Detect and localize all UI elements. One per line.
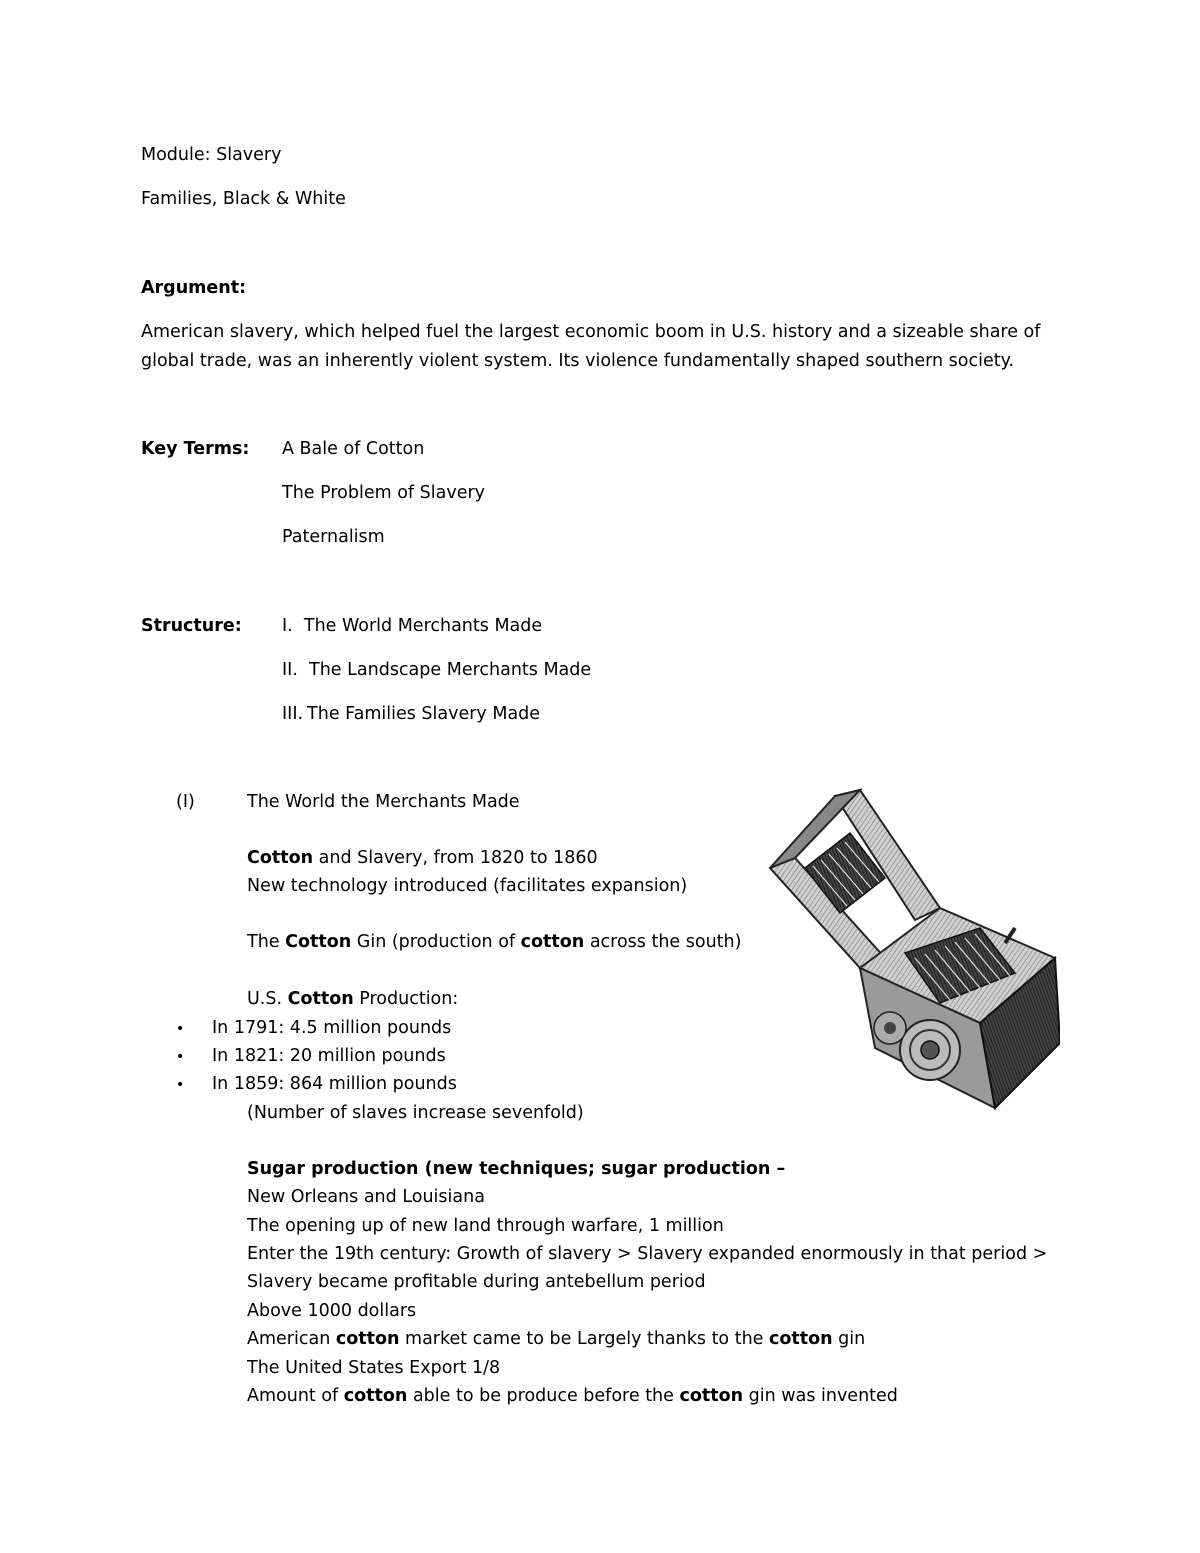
key-terms-label: Key Terms: xyxy=(141,439,250,459)
cotton-slavery-line xyxy=(247,848,598,868)
structure-item-1 xyxy=(282,616,542,636)
sugar-heading: Sugar production (new techniques; sugar production – xyxy=(247,1159,786,1179)
bold-term: Cotton xyxy=(285,932,352,952)
line-text: across the south) xyxy=(584,932,742,952)
structure-text: The Landscape Merchants Made xyxy=(309,660,592,680)
structure-label: Structure: xyxy=(141,616,242,636)
line-text: Production: xyxy=(353,989,459,1009)
bold-term: Cotton xyxy=(287,989,354,1009)
line-text: U.S. xyxy=(247,989,288,1009)
note-line: Above 1000 dollars xyxy=(247,1301,417,1321)
line-text: Amount of xyxy=(247,1386,344,1406)
production-bullet: In 1791: 4.5 million pounds xyxy=(212,1018,452,1038)
key-term-item: The Problem of Slavery xyxy=(282,483,486,503)
structure-num: II. xyxy=(282,660,298,680)
bold-term: Cotton xyxy=(247,848,314,868)
bold-term: cotton xyxy=(520,932,585,952)
line-text: and Slavery, from 1820 to 1860 xyxy=(313,848,598,868)
line-text: Gin (production of xyxy=(351,932,521,952)
bullet-icon: • xyxy=(176,1077,185,1093)
bold-term: cotton xyxy=(679,1386,744,1406)
key-term-item: Paternalism xyxy=(282,527,385,547)
new-tech-line: New technology introduced (facilitates expansion) xyxy=(247,876,688,896)
structure-text: The World Merchants Made xyxy=(303,616,543,636)
argument-line-2: global trade, was an inherently violent system. Its violence fundamentally shaped southern society. xyxy=(141,351,1015,371)
structure-num: III. xyxy=(282,704,304,724)
cotton-gin-line xyxy=(247,932,741,952)
argument-label: Argument: xyxy=(141,278,247,298)
production-bullet: In 1821: 20 million pounds xyxy=(212,1046,446,1066)
note-line: The opening up of new land through warfare, 1 million xyxy=(247,1216,724,1236)
bold-term: cotton xyxy=(769,1329,833,1349)
production-bullet: In 1859: 864 million pounds xyxy=(212,1074,457,1094)
line-text: gin xyxy=(832,1329,866,1349)
structure-item-3 xyxy=(282,704,540,724)
argument-line-1: American slavery, which helped fuel the largest economic boom in U.S. history and a sizeable share of xyxy=(141,322,1041,342)
key-term-item: A Bale of Cotton xyxy=(282,439,425,459)
line-text: gin was invented xyxy=(743,1386,898,1406)
note-line: New Orleans and Louisiana xyxy=(247,1187,485,1207)
section-title: The World the Merchants Made xyxy=(247,792,520,812)
structure-num: I. xyxy=(282,616,293,636)
line-text: The xyxy=(247,932,286,952)
line-text: able to be produce before the xyxy=(407,1386,680,1406)
module-subtitle: Families, Black & White xyxy=(141,189,346,209)
market-line xyxy=(247,1329,865,1349)
cotton-gin-illustration-icon xyxy=(765,788,1060,1116)
production-label xyxy=(247,989,458,1009)
line-text: American xyxy=(247,1329,336,1349)
slaves-note: (Number of slaves increase sevenfold) xyxy=(247,1103,584,1123)
bullet-icon: • xyxy=(176,1049,185,1065)
bullet-icon: • xyxy=(176,1021,185,1037)
amount-line xyxy=(247,1386,898,1406)
export-line: The United States Export 1/8 xyxy=(247,1358,501,1378)
module-title: Module: Slavery xyxy=(141,145,282,165)
structure-text: The Families Slavery Made xyxy=(307,704,541,724)
bold-term: cotton xyxy=(343,1386,408,1406)
note-line: Slavery became profitable during antebellum period xyxy=(247,1272,706,1292)
note-line: Enter the 19th century: Growth of slavery > Slavery expanded enormously in that period > xyxy=(247,1244,1048,1264)
structure-item-2 xyxy=(282,660,591,680)
bold-term: cotton xyxy=(335,1329,400,1349)
line-text: market came to be Largely thanks to the xyxy=(399,1329,769,1349)
section-number: (I) xyxy=(176,792,195,812)
